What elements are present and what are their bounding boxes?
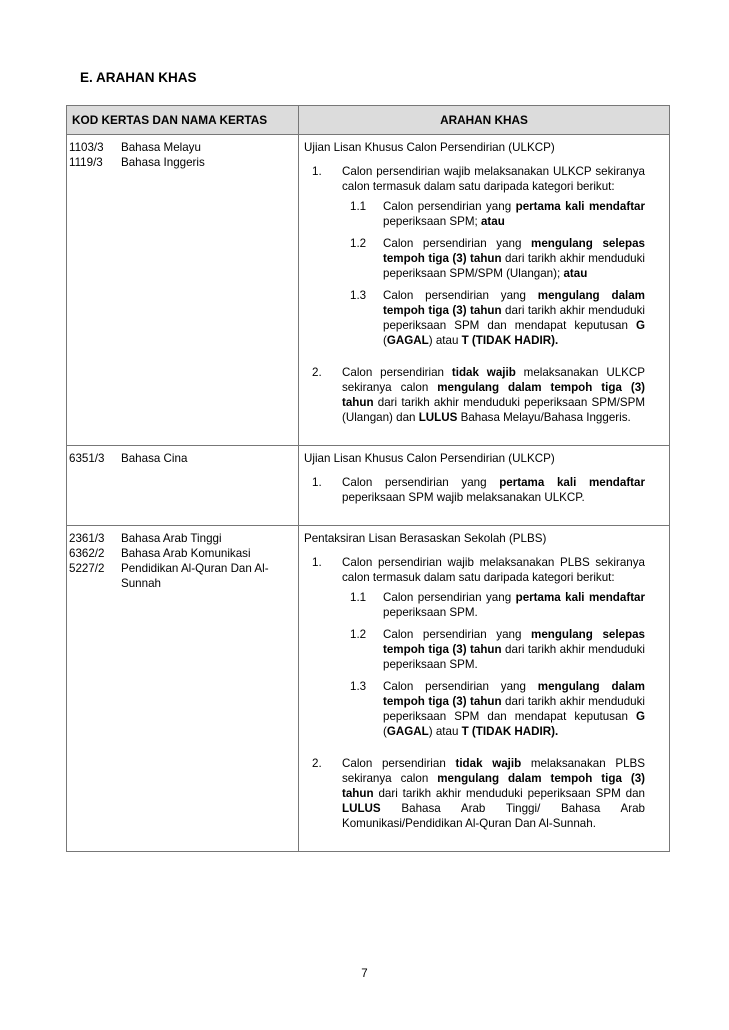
paper-name: Bahasa Cina: [121, 452, 188, 465]
sub-item: [342, 199, 645, 229]
instruction-item: [304, 475, 645, 505]
paper-entry: [69, 561, 295, 591]
paper-code-cell: [67, 446, 299, 526]
instruction-item: [304, 555, 645, 746]
paper-code: 1103/3: [69, 141, 104, 154]
item-text: Calon persendirian wajib melaksanakan PLBS sekiranya calon termasuk dalam satu daripada kategori berikut:: [342, 556, 645, 584]
item-number: 1.: [312, 165, 322, 178]
table-header-row: [67, 106, 670, 135]
sub-item-text: Calon persendirian yang pertama kali mendaftar peperiksaan SPM; atau: [383, 200, 646, 228]
paper-code-cell: [67, 135, 299, 446]
paper-entry: [69, 451, 295, 466]
sub-item-number: 1.2: [350, 237, 367, 250]
instructions-cell: [299, 526, 670, 852]
sub-item-text: Calon persendirian yang pertama kali mendaftar peperiksaan SPM.: [383, 591, 646, 619]
sub-item-number: 1.1: [350, 200, 367, 213]
instructions-cell: [299, 135, 670, 446]
sub-item-text: Calon persendirian yang mengulang dalam tempoh tiga (3) tahun dari tarikh akhir menduduki peperiksaan SPM dan mendapat keputusan G (GAGAL) atau T (TIDAK HADIR).: [383, 289, 645, 347]
item-number: 1.: [312, 476, 322, 489]
item-number: 2.: [312, 366, 322, 379]
sub-item: [342, 590, 645, 620]
paper-code: 1119/3: [69, 156, 103, 169]
instructions-cell: [299, 446, 670, 526]
paper-entry: [69, 140, 295, 155]
sub-item-text: Calon persendirian yang mengulang dalam tempoh tiga (3) tahun dari tarikh akhir menduduki peperiksaan SPM dan mendapat keputusan G (GAGAL) atau T (TIDAK HADIR).: [383, 680, 645, 738]
paper-name: Bahasa Inggeris: [121, 156, 205, 169]
paper-name: Bahasa Arab Komunikasi: [121, 547, 251, 560]
paper-name: Bahasa Melayu: [121, 141, 201, 154]
paper-code: 5227/2: [69, 562, 105, 575]
item-text: Calon persendirian wajib melaksanakan ULKCP sekiranya calon termasuk dalam satu daripada kategori berikut:: [342, 165, 645, 193]
assessment-title: Ujian Lisan Khusus Calon Persendirian (ULKCP): [304, 141, 555, 154]
paper-code: 6351/3: [69, 452, 105, 465]
item-number: 1.: [312, 556, 322, 569]
header-paper-code: KOD KERTAS DAN NAMA KERTAS: [67, 106, 299, 135]
assessment-title: Pentaksiran Lisan Berasaskan Sekolah (PLBS): [304, 532, 547, 545]
paper-name: Pendidikan Al-Quran Dan Al-Sunnah: [121, 562, 269, 590]
item-number: 2.: [312, 757, 322, 770]
sub-item: [342, 679, 645, 739]
sub-item-number: 1.3: [350, 289, 367, 302]
table-row: [67, 135, 670, 446]
page-number: 7: [361, 968, 368, 980]
header-instructions: ARAHAN KHAS: [299, 106, 670, 135]
item-text: Calon persendirian tidak wajib melaksanakan ULKCP sekiranya calon mengulang dalam tempoh tiga (3) tahun dari tarikh akhir menduduki peperiksaan SPM/SPM (Ulangan) dan LULUS Bahasa Melayu/Bahasa Inggeris.: [342, 366, 646, 424]
paper-code: 2361/3: [69, 532, 105, 545]
paper-name: Bahasa Arab Tinggi: [121, 532, 222, 545]
paper-entry: [69, 546, 295, 561]
sub-item-text: Calon persendirian yang mengulang selepas tempoh tiga (3) tahun dari tarikh akhir menduduki peperiksaan SPM/SPM (Ulangan); atau: [383, 237, 645, 280]
special-instructions-table: [66, 105, 670, 852]
sub-item-number: 1.1: [350, 591, 367, 604]
sub-item: [342, 288, 645, 348]
instruction-item: [304, 365, 645, 425]
paper-entry: [69, 155, 295, 170]
sub-item: [342, 627, 645, 672]
section-heading: E. ARAHAN KHAS: [80, 70, 197, 85]
paper-code-cell: [67, 526, 299, 852]
sub-item-text: Calon persendirian yang mengulang selepas tempoh tiga (3) tahun dari tarikh akhir menduduki peperiksaan SPM.: [383, 628, 645, 671]
item-text: Calon persendirian tidak wajib melaksanakan PLBS sekiranya calon mengulang dalam tempoh tiga (3) tahun dari tarikh akhir menduduki peperiksaan SPM dan LULUS Bahasa Arab Tinggi/ Bahasa Arab Komunikasi/Pendidikan Al-Quran Dan Al-Sunnah.: [342, 757, 646, 830]
paper-code: 6362/2: [69, 547, 105, 560]
paper-entry: [69, 531, 295, 546]
sub-item: [342, 236, 645, 281]
instruction-item: [304, 756, 645, 831]
sub-item-number: 1.3: [350, 680, 367, 693]
item-text: Calon persendirian yang pertama kali mendaftar peperiksaan SPM wajib melaksanakan ULKCP.: [342, 476, 646, 504]
instruction-item: [304, 164, 645, 355]
table-row: [67, 446, 670, 526]
table-row: [67, 526, 670, 852]
sub-item-number: 1.2: [350, 628, 367, 641]
assessment-title: Ujian Lisan Khusus Calon Persendirian (ULKCP): [304, 452, 555, 465]
